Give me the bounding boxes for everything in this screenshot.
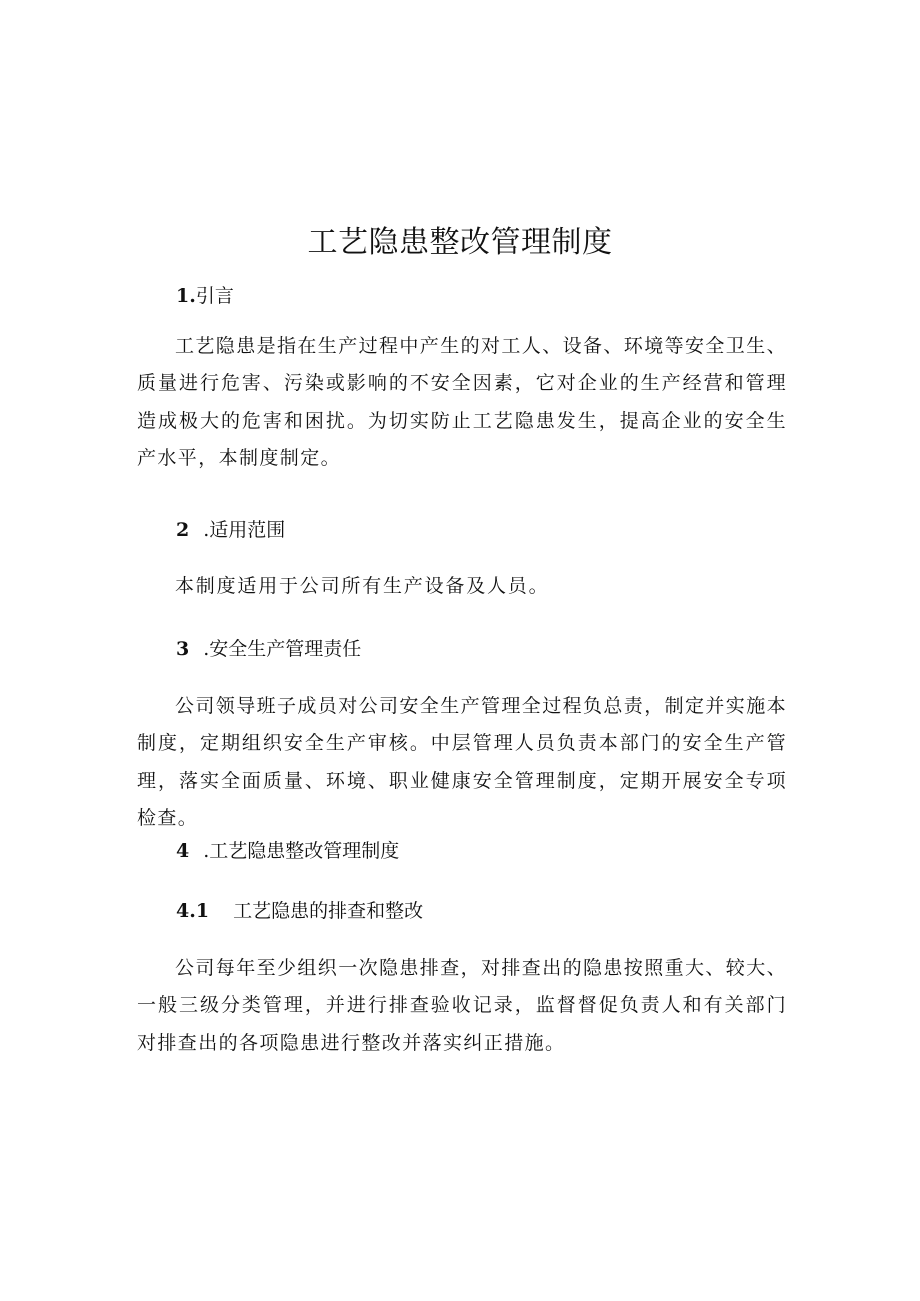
document-title: 工艺隐患整改管理制度 — [307, 225, 613, 260]
section-1-heading — [176, 281, 234, 311]
section-4-1-heading — [176, 896, 423, 926]
section-2-title: .适用范围 — [203, 519, 286, 541]
section-2-number: 2 — [176, 519, 190, 541]
section-3-body: 公司领导班子成员对公司安全生产管理全过程负总责，制定并实施本制度，定期组织安全生产审核。中层管理人员负责本部门的安全生产管理，落实全面质量、环境、职业健康安全管理制度，定期开展安全专项检查。 — [137, 695, 788, 829]
section-4-1-title: 工艺隐患的排查和整改 — [233, 900, 424, 922]
section-4-1-body: 公司每年至少组织一次隐患排查，对排查出的隐患按照重大、较大、一般三级分类管理，并进行排查验收记录，监督督促负责人和有关部门对排查出的各项隐患进行整改并落实纠正措施。 — [137, 957, 788, 1054]
section-3-title: .安全生产管理责任 — [203, 638, 362, 660]
section-4-number: 4 — [176, 840, 190, 862]
section-2-body: 本制度适用于公司所有生产设备及人员。 — [175, 575, 550, 597]
section-4-1-number: 4.1 — [176, 900, 210, 922]
section-2-heading — [176, 515, 285, 545]
section-1-title: 引言 — [195, 285, 234, 307]
section-3-number: 3 — [176, 638, 190, 660]
section-3-heading — [176, 634, 361, 664]
section-4-title: .工艺隐患整改管理制度 — [203, 840, 400, 862]
section-1-body: 工艺隐患是指在生产过程中产生的对工人、设备、环境等安全卫生、质量进行危害、污染或影响的不安全因素，它对企业的生产经营和管理造成极大的危害和困扰。为切实防止工艺隐患发生，提高企业的安全生产水平，本制度制定。 — [137, 335, 788, 469]
section-1-number: 1. — [176, 285, 196, 307]
section-4-heading — [176, 836, 399, 866]
